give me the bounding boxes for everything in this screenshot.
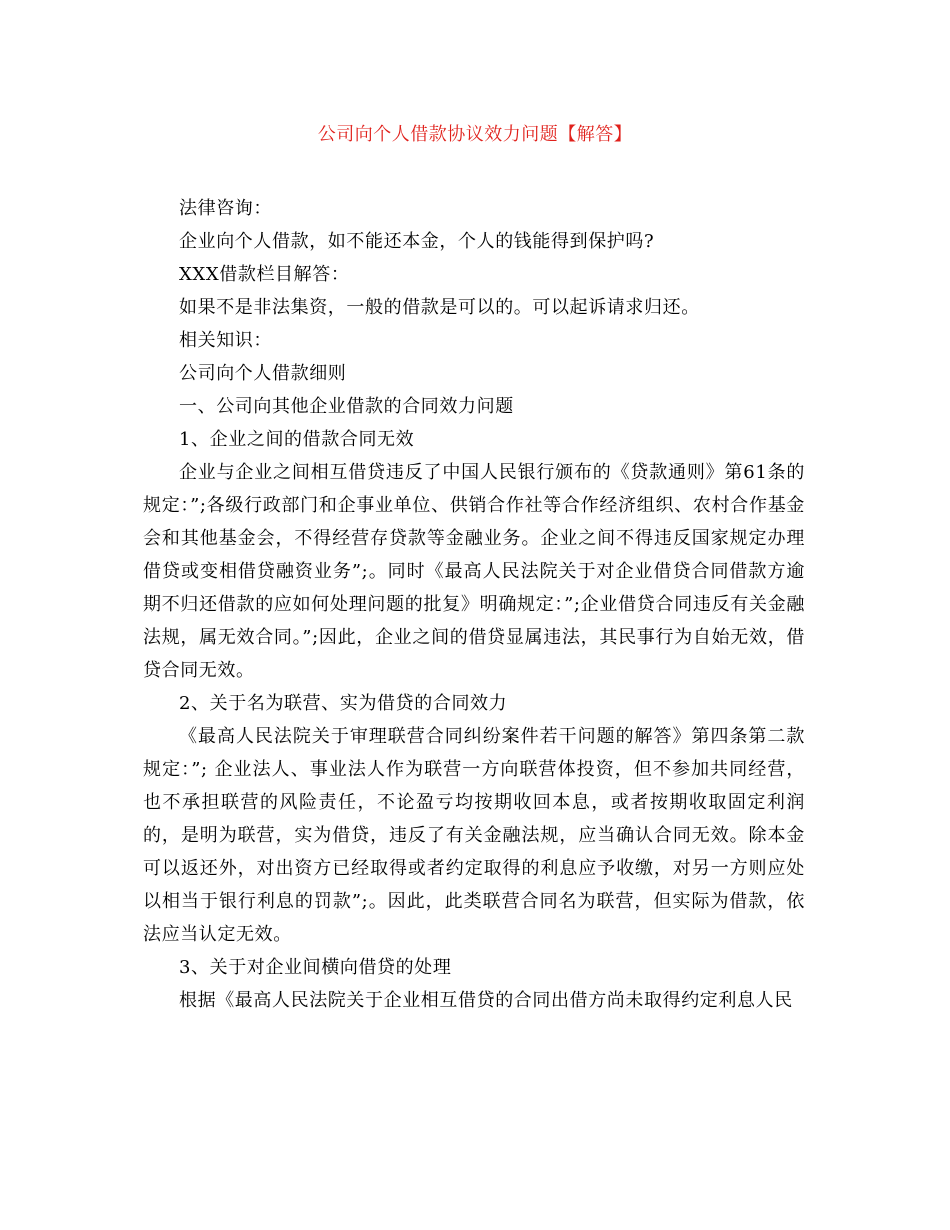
paragraph-answer-label: XXX借款栏目解答：	[179, 264, 350, 285]
paragraph-answer: 如果不是非法集资，一般的借款是可以的。可以起诉请求归还。	[179, 297, 700, 318]
paragraph-body-2: 《最高人民法院关于审理联营合同纠纷案件若干问题的解答》第四条第二款规定：”; 企业法人、事业法人作为联营一方向联营体投资，但不参加共同经营，也不承担联营的风险责任，不论盈亏均按期收回本息，或者按期收取固定利润的，是明为联营，实为借贷，违反了有关金融法规，应当确认合同无效。除本金可以返还外，对出资方已经取得或者约定取得的利息应予收缴，对另一方则应处以相当于银行利息的罚款”;。因此，此类联营合同名为联营，但实际为借款，依法应当认定无效。	[143, 726, 805, 945]
paragraph-related-label: 相关知识：	[179, 330, 272, 351]
paragraph-body-3: 根据《最高人民法院关于企业相互借贷的合同出借方尚未取得约定利息人民	[179, 990, 793, 1011]
subsection-heading-1: 1、企业之间的借款合同无效	[179, 429, 415, 450]
document-body	[143, 192, 805, 1017]
paragraph-question: 企业向个人借款，如不能还本金，个人的钱能得到保护吗?	[179, 231, 655, 252]
paragraph-consult-label: 法律咨询：	[179, 198, 272, 219]
paragraph-subtitle: 公司向个人借款细则	[179, 363, 347, 384]
subsection-heading-3: 3、关于对企业间横向借贷的处理	[179, 957, 452, 978]
subsection-heading-2: 2、关于名为联营、实为借贷的合同效力	[179, 693, 508, 714]
section-heading-1: 一、公司向其他企业借款的合同效力问题	[179, 396, 514, 417]
document-title: 公司向个人借款协议效力问题【解答】	[317, 124, 633, 145]
paragraph-body-1: 企业与企业之间相互借贷违反了中国人民银行颁布的《贷款通则》第61条的规定：”;各级行政部门和企事业单位、供销合作社等合作经济组织、农村合作基金会和其他基金会，不得经营存贷款等金融业务。企业之间不得违反国家规定办理借贷或变相借贷融资业务”;。同时《最高人民法院关于对企业借贷合同借款方逾期不归还借款的应如何处理问题的批复》明确规定：”;企业借贷合同违反有关金融法规，属无效合同。”;因此，企业之间的借贷显属违法，其民事行为自始无效，借贷合同无效。	[143, 462, 805, 681]
